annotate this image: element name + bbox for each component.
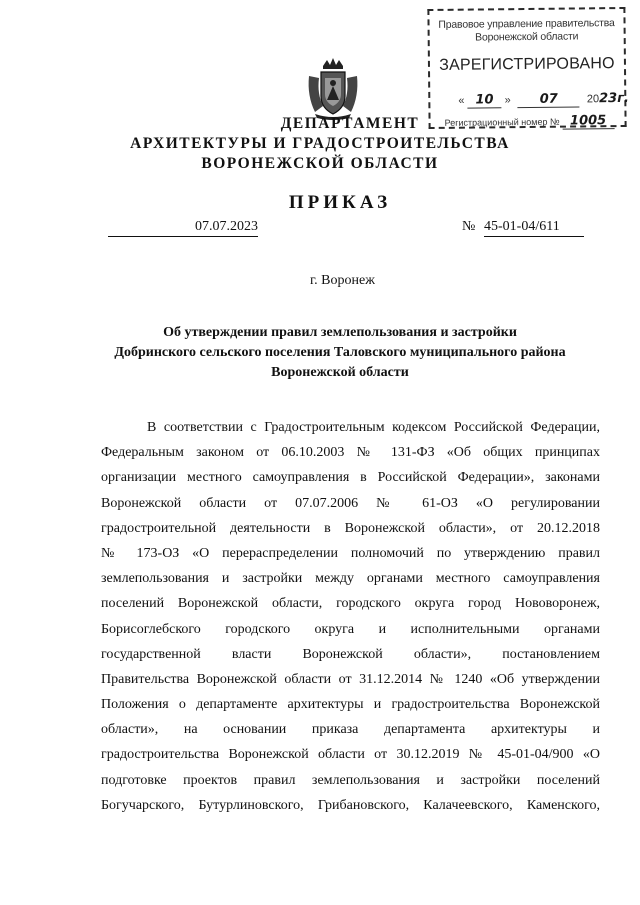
body-line: градостроительства Воронежской области от 30.12.2019 № 45-01-04/900 «О bbox=[101, 747, 600, 763]
body-line: области», на основании приказа департамента архитектуры и bbox=[101, 722, 600, 738]
stamp-date-year-prefix: 20 bbox=[586, 93, 600, 106]
stamp-date-month-field bbox=[518, 91, 580, 108]
body-line: Борисоглебского городского округа и исполнительными органами bbox=[101, 621, 600, 637]
body-line: землепользования и застройки между органами местного самоуправления bbox=[101, 571, 600, 587]
order-title: ПРИКАЗ bbox=[288, 192, 392, 213]
order-number: 45-01-04/611 bbox=[484, 219, 584, 237]
stamp-date-month: 07 bbox=[539, 91, 558, 107]
body-line: Положения о департаменте архитектуры и градостроительства Воронежской bbox=[101, 697, 600, 713]
department-title-line3: ВОРОНЕЖСКОЙ ОБЛАСТИ bbox=[201, 155, 439, 172]
order-subject bbox=[70, 323, 610, 383]
stamp-date-close-quote: » bbox=[504, 94, 511, 107]
body-line: подготовке проектов правил землепользования и застройки поселений bbox=[101, 772, 600, 788]
body-line: В соответствии с Градостроительным кодексом Российской Федерации, bbox=[147, 420, 600, 435]
body-line: градостроительной деятельности в Воронежской области», от 20.12.2018 bbox=[101, 520, 600, 536]
body-line: государственной власти Воронежской области», постановлением bbox=[101, 646, 600, 662]
order-city: г. Воронеж bbox=[310, 273, 375, 288]
stamp-reg-number-value: 1005 bbox=[569, 113, 607, 129]
body-line: № 173-ОЗ «О перераспределении полномочий по утверждению правил bbox=[101, 545, 600, 561]
body-line: Федеральным законом от 06.10.2003 № 131-ФЗ «Об общих принципах bbox=[101, 445, 600, 461]
stamp-org-line2: Воронежской области bbox=[475, 30, 579, 44]
subject-line3: Воронежской области bbox=[271, 365, 409, 380]
body-line: поселений Воронежской области, городского округа город Нововоронеж, bbox=[101, 596, 600, 612]
body-line: Воронежской области от 07.07.2006 № 61-ОЗ «О регулировании bbox=[101, 495, 600, 511]
stamp-date-open-quote: « bbox=[458, 94, 465, 107]
registration-stamp bbox=[427, 7, 629, 129]
stamp-date-day: 10 bbox=[475, 92, 494, 108]
subject-line2: Добринского сельского поселения Таловского муниципального района bbox=[114, 345, 566, 360]
order-date: 07.07.2023 bbox=[108, 219, 258, 237]
coat-of-arms-icon bbox=[305, 56, 361, 120]
order-body bbox=[101, 415, 600, 818]
stamp-date bbox=[458, 91, 629, 109]
stamp-date-year-end: г. bbox=[617, 90, 629, 107]
department-title-line1: ДЕПАРТАМЕНТ bbox=[280, 115, 420, 132]
stamp-reg-number-label: Регистрационный номер № bbox=[444, 116, 560, 128]
subject-line1: Об утверждении правил землепользования и застройки bbox=[163, 325, 517, 340]
stamp-registered-label: ЗАРЕГИСТРИРОВАНО bbox=[439, 55, 615, 74]
body-line: Богучарского, Бутурлиновского, Грибановского, Калачеевского, Каменского, bbox=[101, 797, 600, 813]
stamp-org-line1: Правовое управление правительства bbox=[438, 17, 615, 31]
stamp-date-year-suffix: 23 bbox=[598, 91, 618, 107]
order-number-sign: № bbox=[462, 219, 476, 234]
department-title-line2: АРХИТЕКТУРЫ И ГРАДОСТРОИТЕЛЬСТВА bbox=[130, 135, 510, 152]
body-line: Правительства Воронежской области от 31.12.2014 № 1240 «Об утверждении bbox=[101, 671, 600, 687]
body-line: организации местного самоуправления в Российской Федерации», законами bbox=[101, 470, 600, 486]
stamp-date-day-field bbox=[467, 92, 501, 108]
